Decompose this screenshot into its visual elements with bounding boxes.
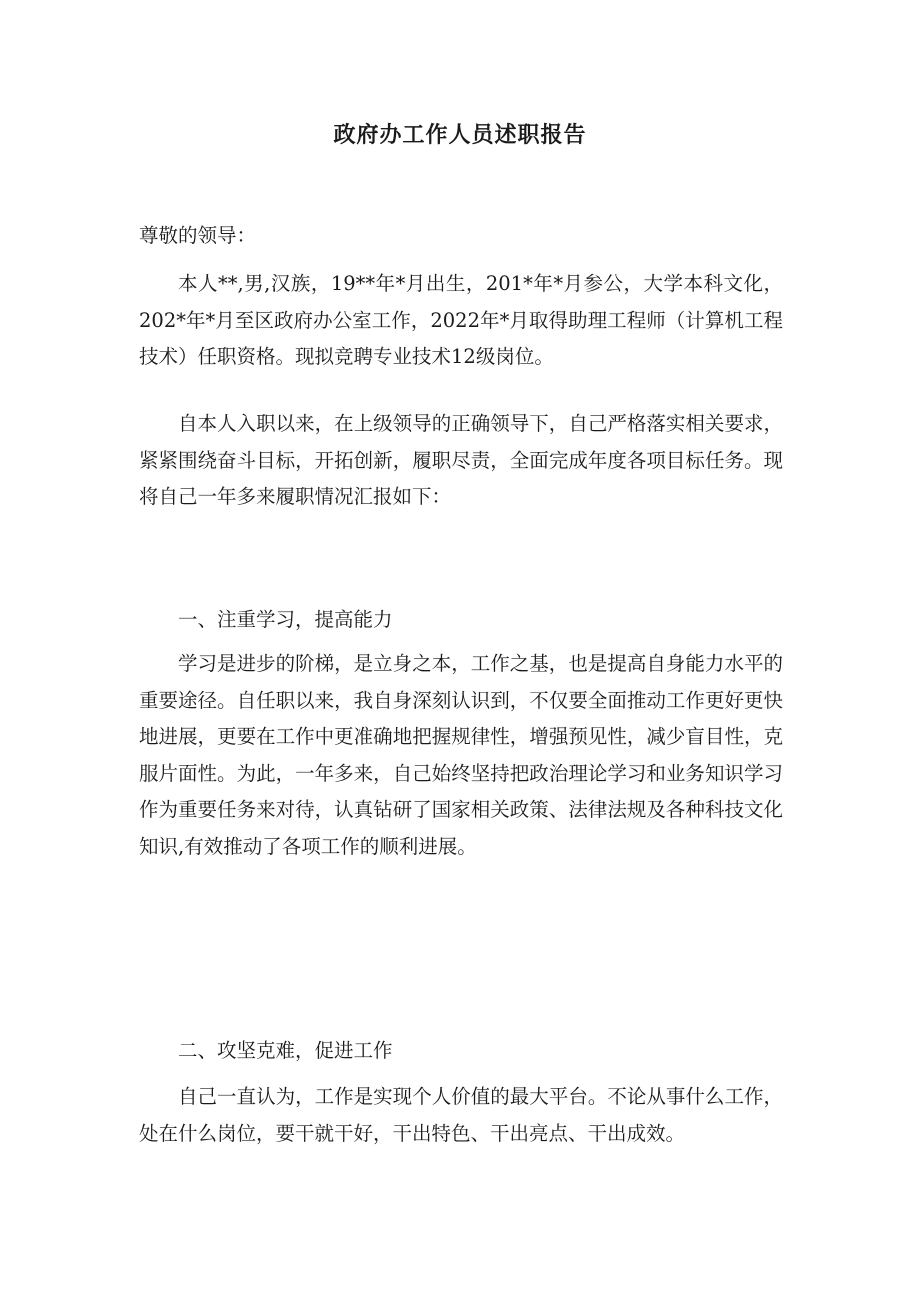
salutation: 尊敬的领导： (139, 224, 257, 247)
paragraph-section-1: 学习是进步的阶梯，是立身之本，工作之基，也是提高自身能力水平的重要途径。自任职以来，我自身深刻认识到，不仅要全面推动工作更好更快地进展，更要在工作中更准确地把握规律性，增强预见性，减少盲目性，克服片面性。为此，一年多来，自己始终坚持把政治理论学习和业务知识学习作为重要任务来对待，认真钻研了国家相关政策、法律法规及各种科技文化知识,有效推动了各项工作的顺利进展。 (139, 652, 783, 858)
paragraph-section-2: 自己一直认为，工作是实现个人价值的最大平台。不论从事什么工作，处在什么岗位，要干就干好，干出特色、干出亮点、干出成效。 (139, 1085, 783, 1145)
section-heading-2: 二、攻坚克难，促进工作 (178, 1039, 393, 1062)
section-heading-1: 一、注重学习，提高能力 (178, 608, 393, 631)
paragraph-overview: 自本人入职以来，在上级领导的正确领导下，自己严格落实相关要求，紧紧围绕奋斗目标，开拓创新，履职尽责，全面完成年度各项目标任务。现将自己一年多来履职情况汇报如下： (139, 412, 783, 508)
document-title: 政府办工作人员述职报告 (333, 123, 587, 148)
paragraph-intro: 本人**,男,汉族，19**年*月出生，201*年*月参公，大学本科文化，202*年*月至区政府办公室工作，2022年*月取得助理工程师（计算机工程技术）任职资格。现拟竞聘专业技术12级岗位。 (139, 272, 783, 368)
